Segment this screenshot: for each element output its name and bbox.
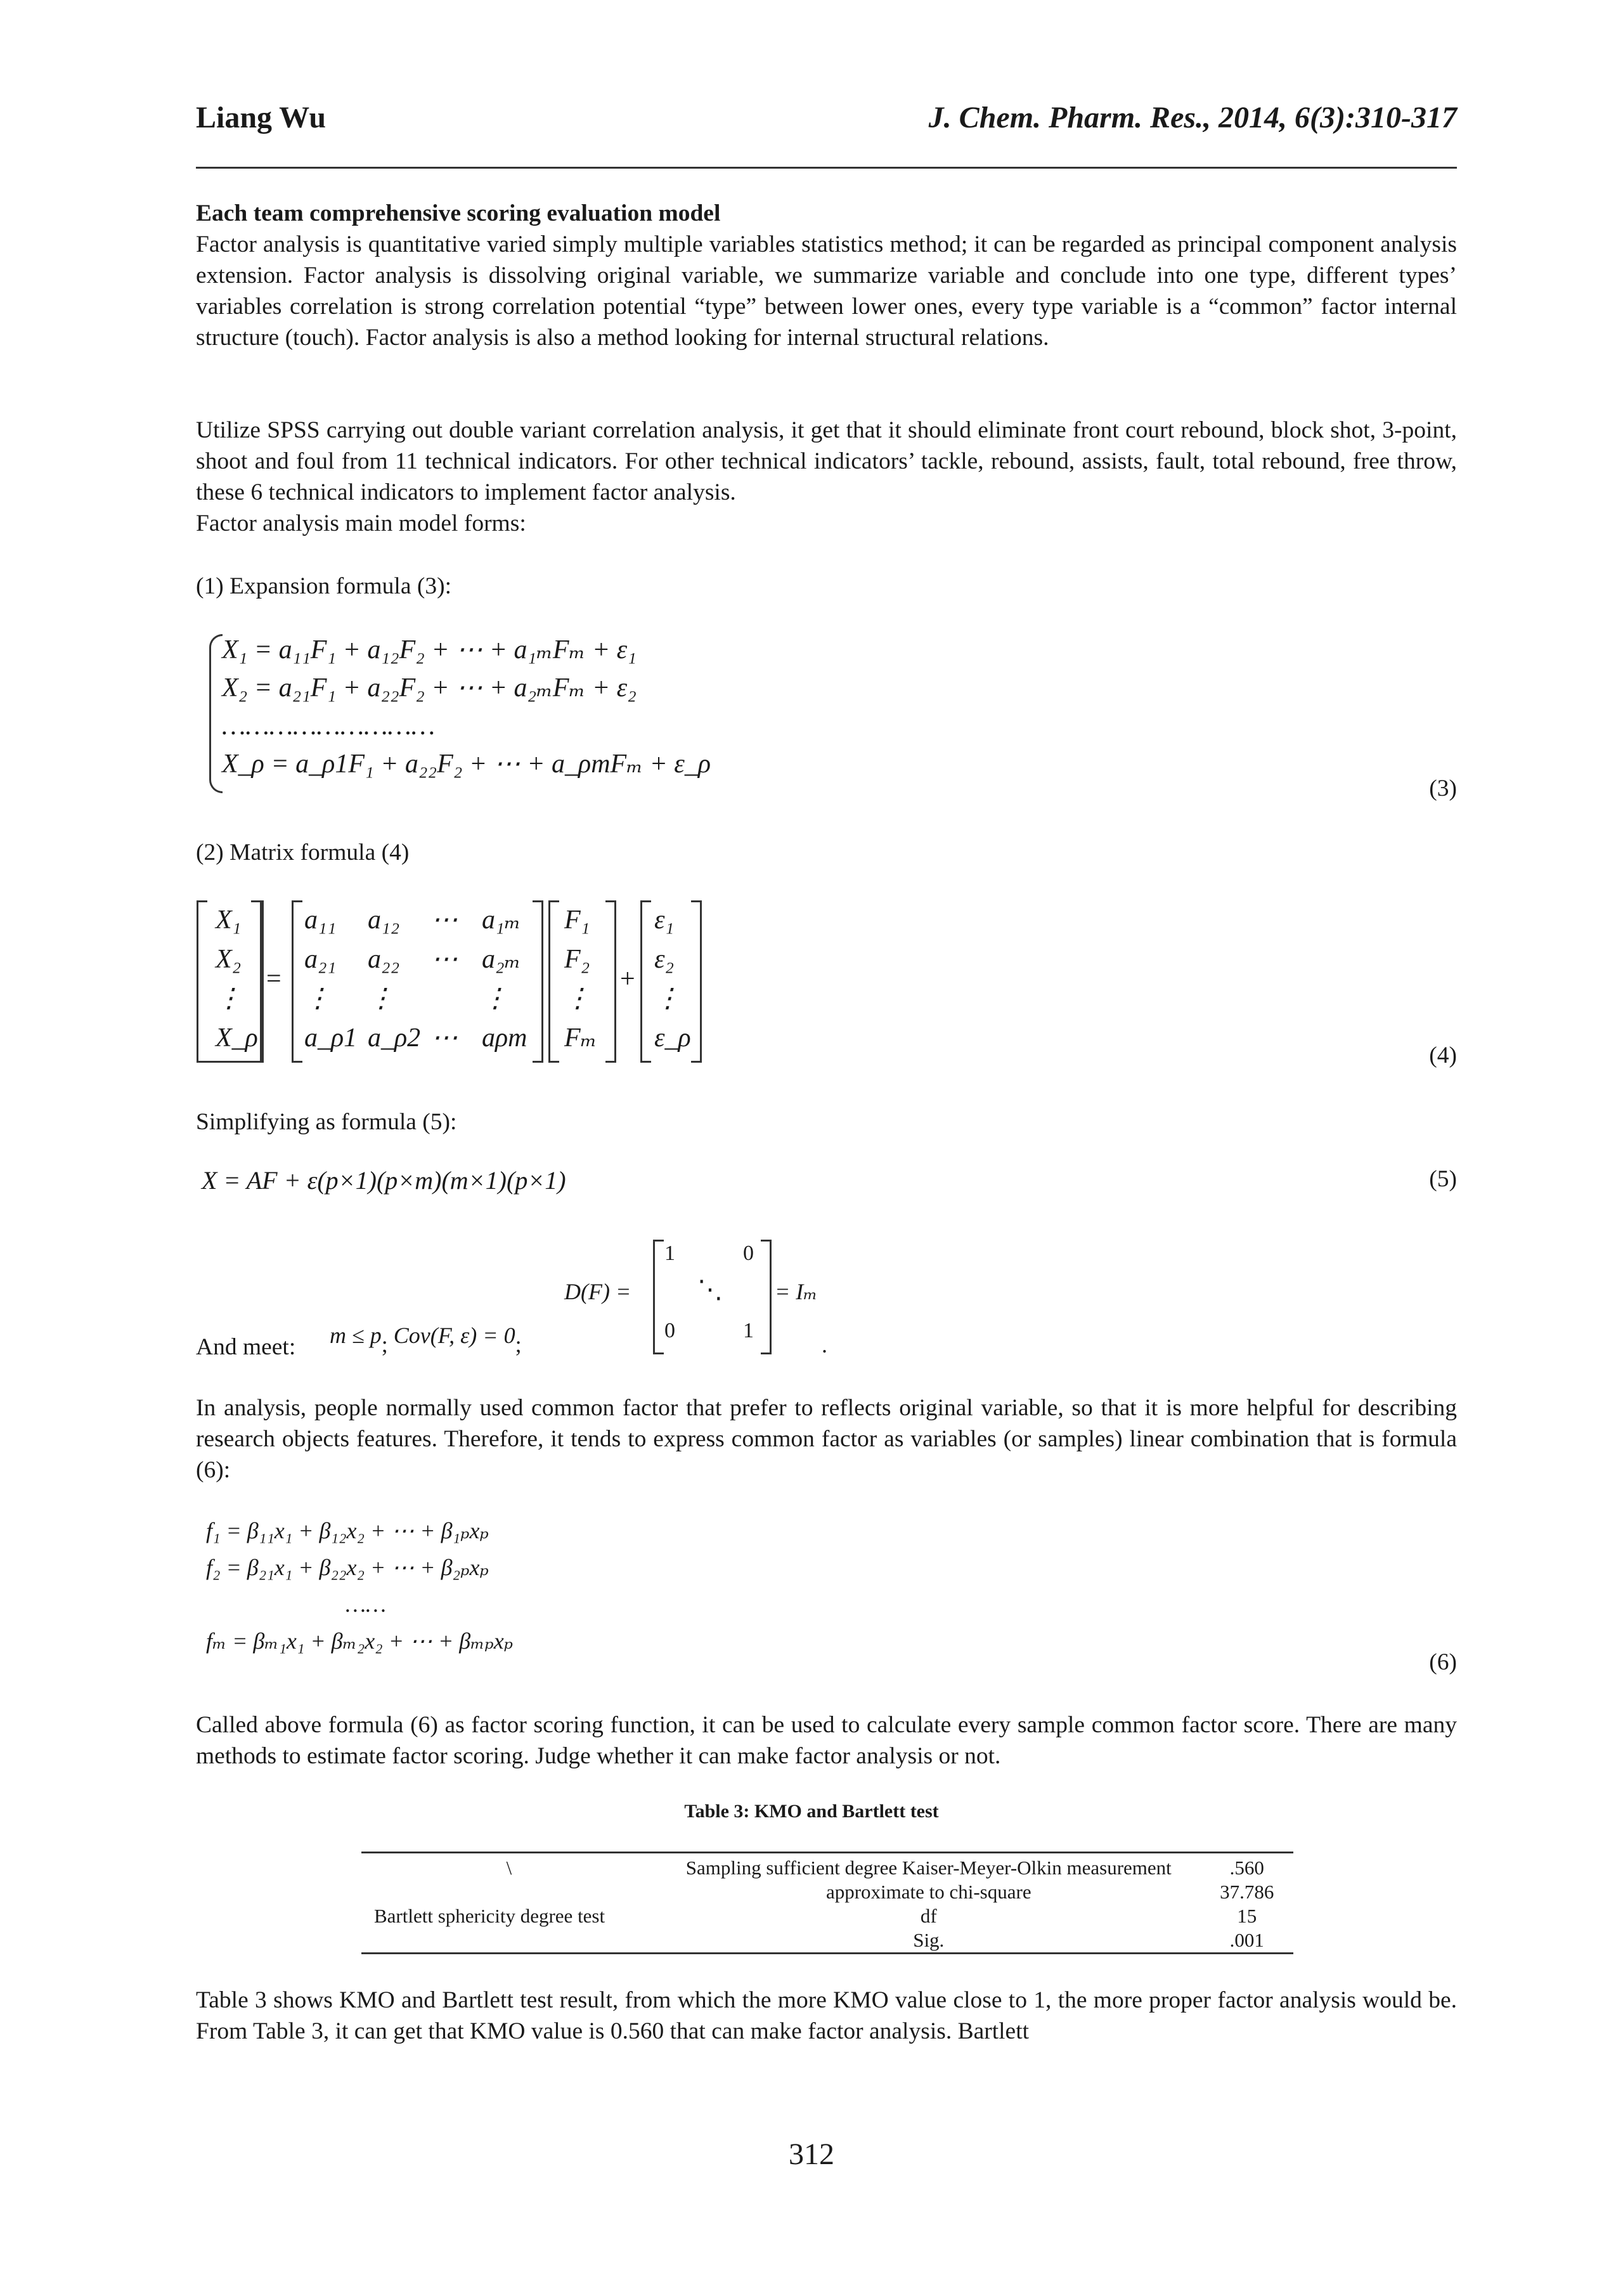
matrix-formula-label: (2) Matrix formula (4) [196,840,410,866]
equation-6-line-1: f₁ = β₁₁x₁ + β₁₂x₂ + ⋯ + β₁ₚxₚ [206,1518,489,1543]
a-matrix-cell: ⋯ [431,1023,458,1053]
table-cell: 37.786 [1220,1881,1274,1903]
equation-6-number: (6) [1429,1649,1457,1675]
paragraph-spss [196,415,1457,539]
page-number: 312 [789,2137,834,2171]
epsilon-vector-entry: ε₂ [654,945,675,974]
identity-cell: 0 [664,1319,675,1342]
a-matrix-cell: a_ρ2 [368,1023,421,1053]
equation-6-line-4: fₘ = βₘ₁x₁ + βₘ₂x₂ + ⋯ + βₘₚxₚ [206,1628,514,1654]
epsilon-vector [654,900,691,1058]
f-vector-entry: Fₘ [564,1023,597,1053]
equation-3-line-2: X₂ = a₂₁F₁ + a₂₂F₂ + ⋯ + a₂ₘFₘ + ε₂ [222,673,637,703]
a-matrix-cell [431,979,482,1018]
header-author: Liang Wu [196,101,327,134]
table-row [361,1880,1293,1904]
header-rule [196,167,1457,169]
constraint-separator: ; [381,1332,388,1357]
a-matrix-cell: a₂ₘ [482,945,521,974]
equation-3-line-4: X_ρ = a_ρ1F₁ + a₂₂F₂ + ⋯ + a_ρmFₘ + ε_ρ [222,749,711,779]
equation-3-line-3: ……………………… [222,711,436,741]
table-cell: Bartlett sphericity degree test [374,1905,605,1927]
table-row [361,1853,1293,1881]
table-cell [361,1880,657,1904]
a-matrix-cell: a₁₂ [368,905,400,935]
table-cell: .560 [1229,1857,1264,1879]
x-vector [216,900,258,1058]
simplify-label: Simplifying as formula (5): [196,1109,457,1135]
equation-3-number: (3) [1429,775,1457,801]
identity-cell: 0 [743,1242,754,1265]
constraint-separator: ; [515,1332,522,1357]
section-intro [196,198,1457,353]
a-matrix-cell: a_ρ1 [304,1023,358,1053]
f-vector [564,900,597,1058]
identity-cell: 1 [743,1319,754,1342]
equation-4-number: (4) [1429,1042,1457,1068]
section-heading: Each team comprehensive scoring evaluation model [196,200,721,226]
paragraph-scoring-function: Called above formula (6) as factor scoring function, it can be used to calculate every sample common factor score. There are many methods to estimate factor scoring. Judge whether it can make factor analysis or not. [196,1712,1457,1769]
paragraph-spss-text: Utilize SPSS carrying out double variant correlation analysis, it get that it should eliminate front court rebound, block shot, 3-point, shoot and foul from 11 technical indicators. For other technical indicators’ tackle, rebound, assists, fault, total rebound, free throw, these 6 technical indicators to implement factor analysis. [196,417,1457,505]
paragraph-common-factor: In analysis, people normally used common factor that prefer to reflects original variable, so that it is more helpful for describing research objects features. Therefore, it tends to express common factor as variables (or samples) linear combination that is formula (6): [196,1395,1457,1483]
constraint-conditions [330,1322,522,1357]
table-cell: .001 [1229,1929,1264,1951]
constraint-m-le-p: m ≤ p [330,1323,382,1348]
table-3-kmo-bartlett [361,1852,1293,1954]
f-vector-entry: ⋮ [564,984,591,1013]
table-row [361,1904,1293,1928]
equation-6-line-3: …… [346,1592,387,1617]
table-cell: Sig. [913,1929,945,1951]
x-vector-entry: X₂ [216,945,242,974]
table-3-caption: Table 3: KMO and Bartlett test [684,1801,939,1822]
equation-5: X = AF + ε(p×1)(p×m)(m×1)(p×1) [202,1166,566,1195]
a-matrix-cell: ⋮ [482,984,508,1013]
a-matrix-cell: aρm [482,1023,527,1053]
x-vector-entry: X_ρ [216,1023,258,1053]
table-cell: \ [506,1857,512,1879]
a-matrix-cell: ⋮ [304,984,331,1013]
header-journal-citation: J. Chem. Pharm. Res., 2014, 6(3):310-317 [928,101,1457,134]
equation-5-number: (5) [1429,1166,1457,1192]
d-f-label: D(F) = [564,1279,631,1304]
equation-6-line-2: f₂ = β₂₁x₁ + β₂₂x₂ + ⋯ + β₂ₚxₚ [206,1555,489,1580]
constraint-cov-zero: Cov(F, ε) = 0 [393,1323,515,1348]
plus-sign: + [620,964,635,994]
identity-matrix-right-bracket [761,1240,772,1354]
identity-diagonal-dots: ⋱ [697,1275,723,1304]
identity-matrix-left-bracket [653,1240,664,1354]
expansion-formula-label: (1) Expansion formula (3): [196,573,452,599]
x-vector-entry: X₁ [216,905,242,935]
table-cell [361,1928,657,1954]
table-cell: approximate to chi-square [825,1881,1031,1903]
x-vector-entry: ⋮ [216,984,242,1013]
epsilon-vector-entry: ⋮ [654,984,681,1013]
equation-3-line-1: X₁ = a₁₁F₁ + a₁₂F₂ + ⋯ + a₁ₘFₘ + ε₁ [222,635,637,665]
and-meet-label: And meet: [196,1334,296,1360]
paragraph-kmo-result: Table 3 shows KMO and Bartlett test result, from which the more KMO value close to 1, the more proper factor analysis would be. From Table 3, it can get that KMO value is 0.560 that can make factor analysis. Bartlett [196,1987,1457,2044]
a-matrix-cell: ⋮ [368,984,394,1013]
epsilon-vector-entry: ε₁ [654,905,675,935]
table-cell: 15 [1237,1905,1257,1927]
equation-6 [206,1512,513,1659]
paragraph-model-forms: Factor analysis main model forms: [196,510,526,536]
table-cell: df [920,1905,937,1927]
constraint-end-period: . [822,1332,827,1358]
a-matrix-cell: a₁₁ [304,905,337,935]
a-matrix-cell: a₂₂ [368,945,400,974]
identity-cell: 1 [664,1242,675,1265]
equation-3-brace [209,634,223,793]
f-vector-entry: F₂ [564,945,590,974]
equation-4 [197,900,894,1065]
table-row [361,1928,1293,1954]
table-cell: Sampling sufficient degree Kaiser-Meyer-Olkin measurement [685,1857,1172,1879]
a-matrix-cell: ⋯ [431,945,458,974]
equation-3 [222,631,711,783]
equals-sign: = [266,964,281,994]
epsilon-vector-entry: ε_ρ [654,1023,691,1053]
a-matrix-cell: ⋯ [431,905,458,935]
paragraph-factor-analysis: Factor analysis is quantitative varied simply multiple variables statistics method; it can be regarded as principal component analysis extension. Factor analysis is dissolving original variable, we summarize variable and conclude into one type, different types’ variables correlation is strong correlation potential “type” between lower ones, every type variable is a “common” factor internal structure (touch). Factor analysis is also a method looking for internal structural relations. [196,231,1457,351]
a-matrix-cell: a₁ₘ [482,905,521,935]
f-vector-entry: F₁ [564,905,590,935]
a-matrix-cell: a₂₁ [304,945,337,974]
a-matrix [304,900,539,1058]
identity-rhs: = Iₘ [775,1279,818,1304]
